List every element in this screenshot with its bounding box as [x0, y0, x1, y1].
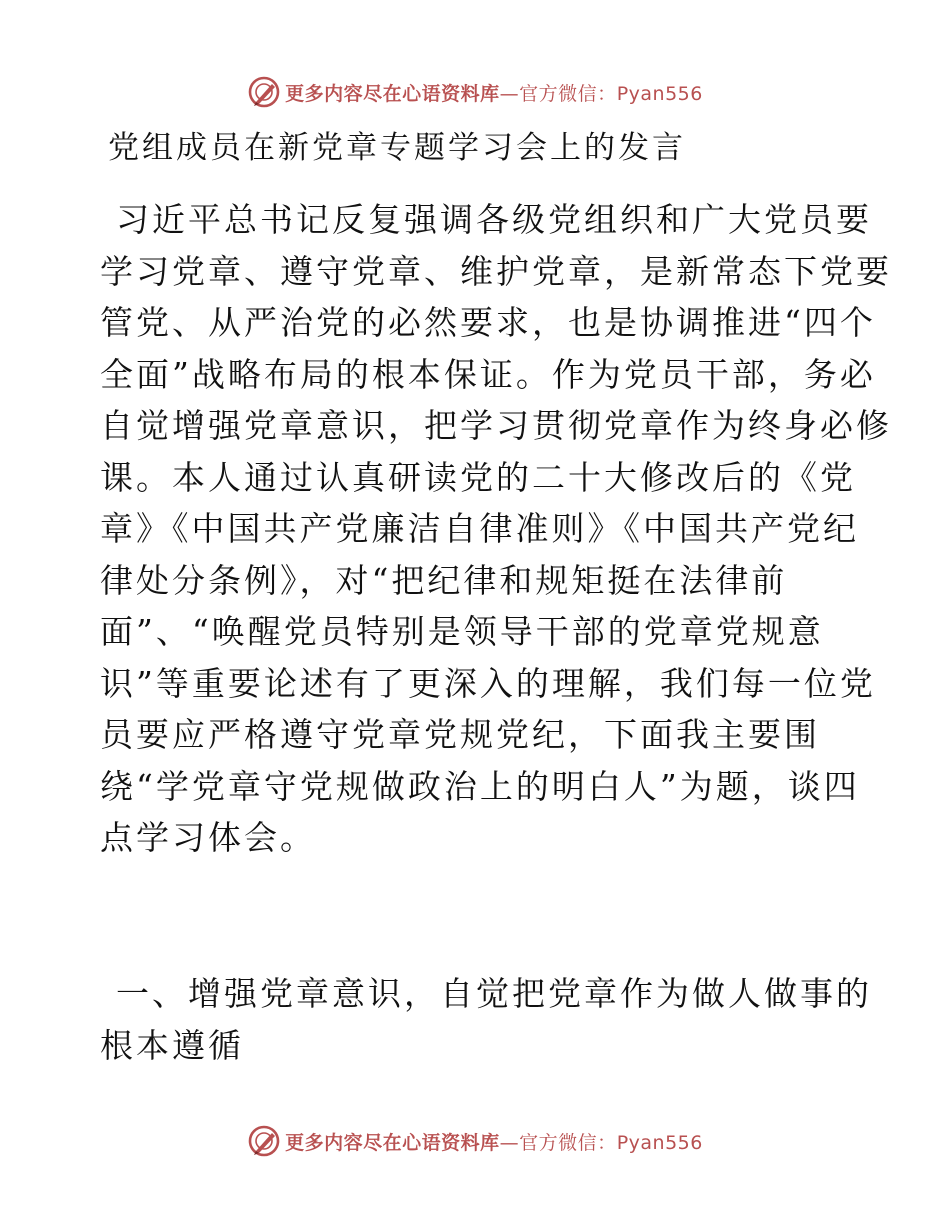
paragraph-line: 绕“学党章守党规做政治上的明白人”为题，谈四 — [100, 766, 860, 806]
watermark-separator: — — [499, 82, 520, 105]
watermark-banner-top — [0, 72, 950, 112]
watermark-wechat-label: 官方微信： — [519, 82, 617, 105]
body-paragraph — [100, 194, 892, 864]
paragraph-line: 管党、从严治党的必然要求，也是协调推进“四个 — [100, 303, 876, 342]
paragraph-line: 课。本人通过认真研读党的二十大修改后的《党 — [100, 457, 856, 497]
paragraph-line: 学习党章、遵守党章、维护党章，是新常态下党要 — [100, 251, 892, 291]
watermark-wechat-id: Pyan556 — [616, 82, 703, 105]
paragraph-line: 自觉增强党章意识，把学习贯彻党章作为终身必修 — [100, 406, 892, 445]
watermark-brand: 更多内容尽在心语资料库 — [285, 82, 500, 105]
pen-circle-logo-icon — [247, 1124, 281, 1158]
paragraph-line: 律处分条例》，对“把纪律和规矩挺在法律前 — [100, 560, 788, 600]
watermark-wechat-id: Pyan556 — [616, 1131, 703, 1154]
paragraph-line: 员要应严格遵守党章党规党纪，下面我主要围 — [100, 715, 820, 754]
paragraph-line: 点学习体会。 — [100, 818, 316, 857]
heading-line: 一、增强党章意识，自觉把党章作为做人做事的 — [116, 974, 872, 1013]
watermark-separator: — — [499, 1131, 520, 1154]
watermark-banner-bottom — [0, 1121, 950, 1161]
watermark-brand: 更多内容尽在心语资料库 — [285, 1131, 500, 1154]
watermark-text — [285, 79, 703, 106]
paragraph-line: 习近平总书记反复强调各级党组织和广大党员要 — [116, 200, 872, 239]
pen-circle-logo-icon — [247, 75, 281, 109]
paragraph-line: 识”等重要论述有了更深入的理解，我们每一位党 — [100, 663, 876, 703]
document-title: 党组成员在新党章专题学习会上的发言 — [108, 130, 686, 166]
paragraph-line: 全面”战略布局的根本保证。作为党员干部，务必 — [100, 354, 876, 394]
paragraph-line: 面”、“唤醒党员特别是领导干部的党章党规意 — [100, 612, 824, 651]
heading-line: 根本遵循 — [100, 1025, 244, 1065]
watermark-wechat-label: 官方微信： — [519, 1131, 617, 1154]
section-heading-1 — [100, 968, 872, 1071]
watermark-text — [285, 1128, 703, 1155]
paragraph-line: 章》《中国共产党廉洁自律准则》《中国共产党纪 — [100, 509, 859, 548]
